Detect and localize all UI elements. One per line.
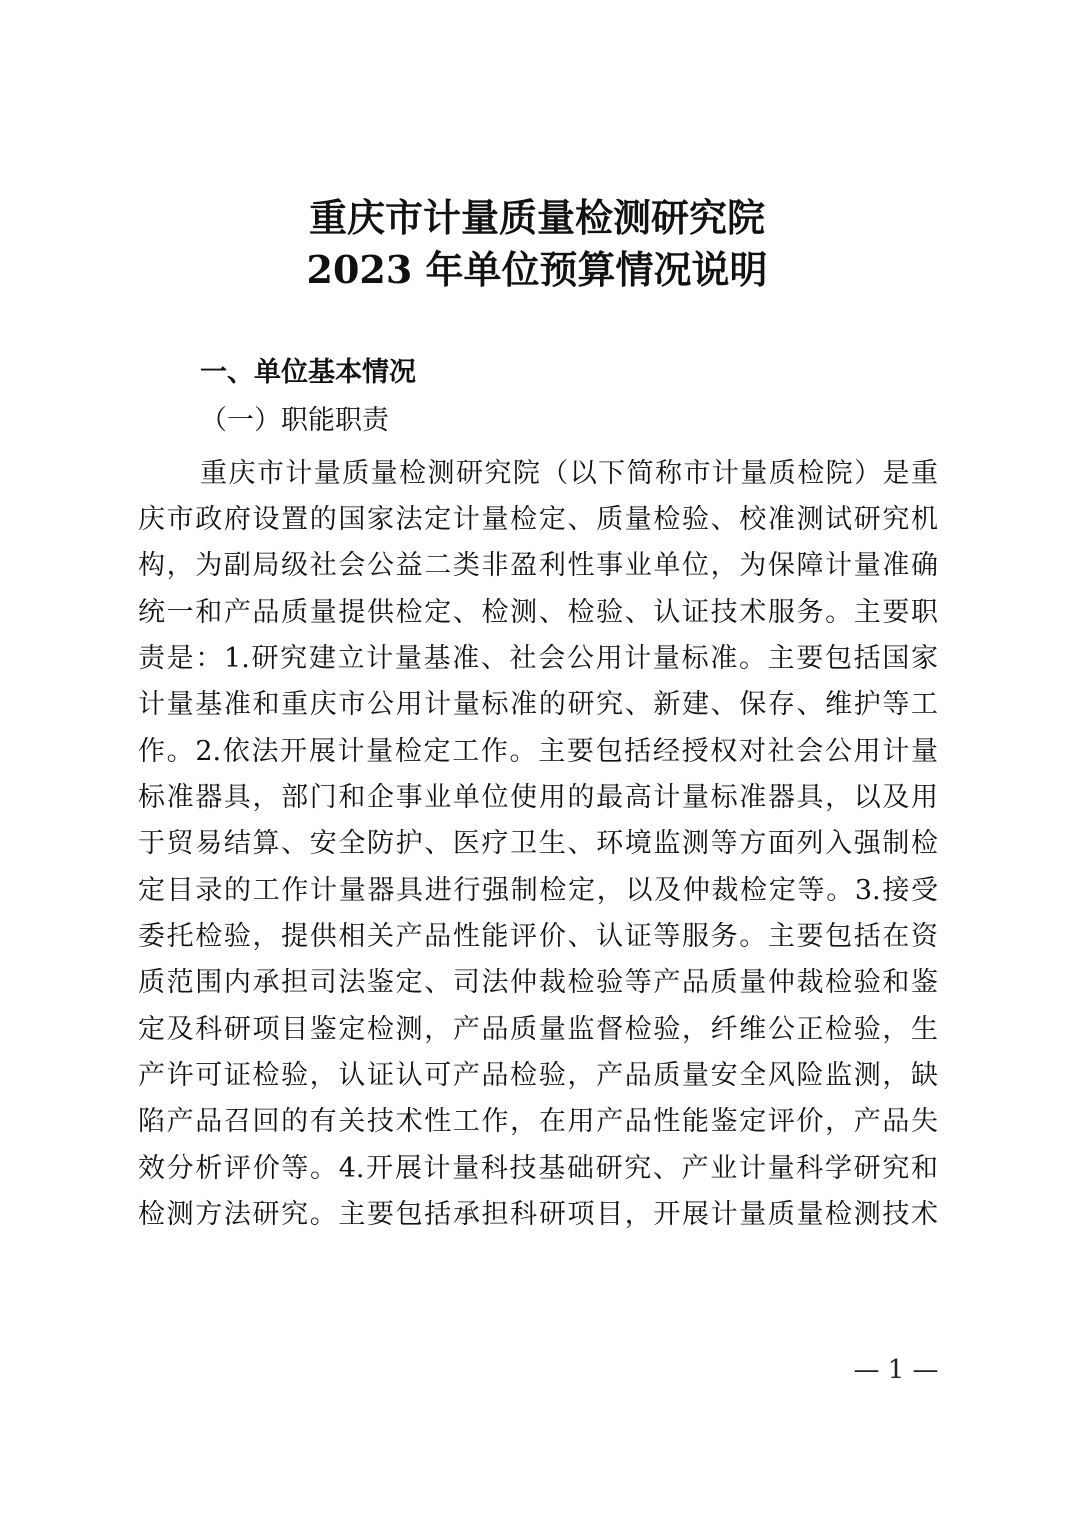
body-line: 作。2.依法开展计量检定工作。主要包括经授权对社会公用计量 — [138, 736, 938, 767]
body-line: 委托检验，提供相关产品性能评价、认证等服务。主要包括在资 — [138, 921, 938, 952]
body-line: 效分析评价等。4.开展计量科技基础研究、产业计量科学研究和 — [138, 1153, 938, 1184]
body-line: 于贸易结算、安全防护、医疗卫生、环境监测等方面列入强制检 — [138, 828, 938, 859]
body-line: 定目录的工作计量器具进行强制检定，以及仲裁检定等。3.接受 — [138, 875, 938, 906]
body-line: 计量基准和重庆市公用计量标准的研究、新建、保存、维护等工 — [138, 689, 938, 720]
body-line: 陷产品召回的有关技术性工作，在用产品性能鉴定评价，产品失 — [138, 1106, 938, 1137]
body-line: 产许可证检验，认证认可产品检验，产品质量安全风险监测，缺 — [138, 1060, 938, 1091]
document-title-line1: 重庆市计量质量检测研究院 — [308, 195, 765, 240]
subsection-heading: （一）职能职责 — [200, 405, 389, 436]
body-line: 重庆市计量质量检测研究院（以下简称市计量质检院）是重 — [200, 458, 938, 489]
body-line: 标准器具，部门和企事业单位使用的最高计量标准器具，以及用 — [138, 782, 938, 813]
body-line: 定及科研项目鉴定检测，产品质量监督检验，纤维公正检验，生 — [138, 1014, 938, 1045]
body-line: 庆市政府设置的国家法定计量检定、质量检验、校准测试研究机 — [138, 504, 938, 535]
body-line: 质范围内承担司法鉴定、司法仲裁检验等产品质量仲裁检验和鉴 — [138, 967, 938, 998]
document-title-line2: 2023 年单位预算情况说明 — [306, 247, 768, 292]
body-line: 统一和产品质量提供检定、检测、检验、认证技术服务。主要职 — [138, 597, 938, 628]
body-line: 构，为副局级社会公益二类非盈利性事业单位，为保障计量准确 — [138, 550, 938, 581]
body-line: 检测方法研究。主要包括承担科研项目，开展计量质量检测技术 — [138, 1199, 938, 1230]
body-line: 责是：1.研究建立计量基准、社会公用计量标准。主要包括国家 — [138, 643, 938, 674]
section-heading: 一、单位基本情况 — [200, 357, 416, 388]
page-number: — 1 — — [853, 1355, 939, 1385]
